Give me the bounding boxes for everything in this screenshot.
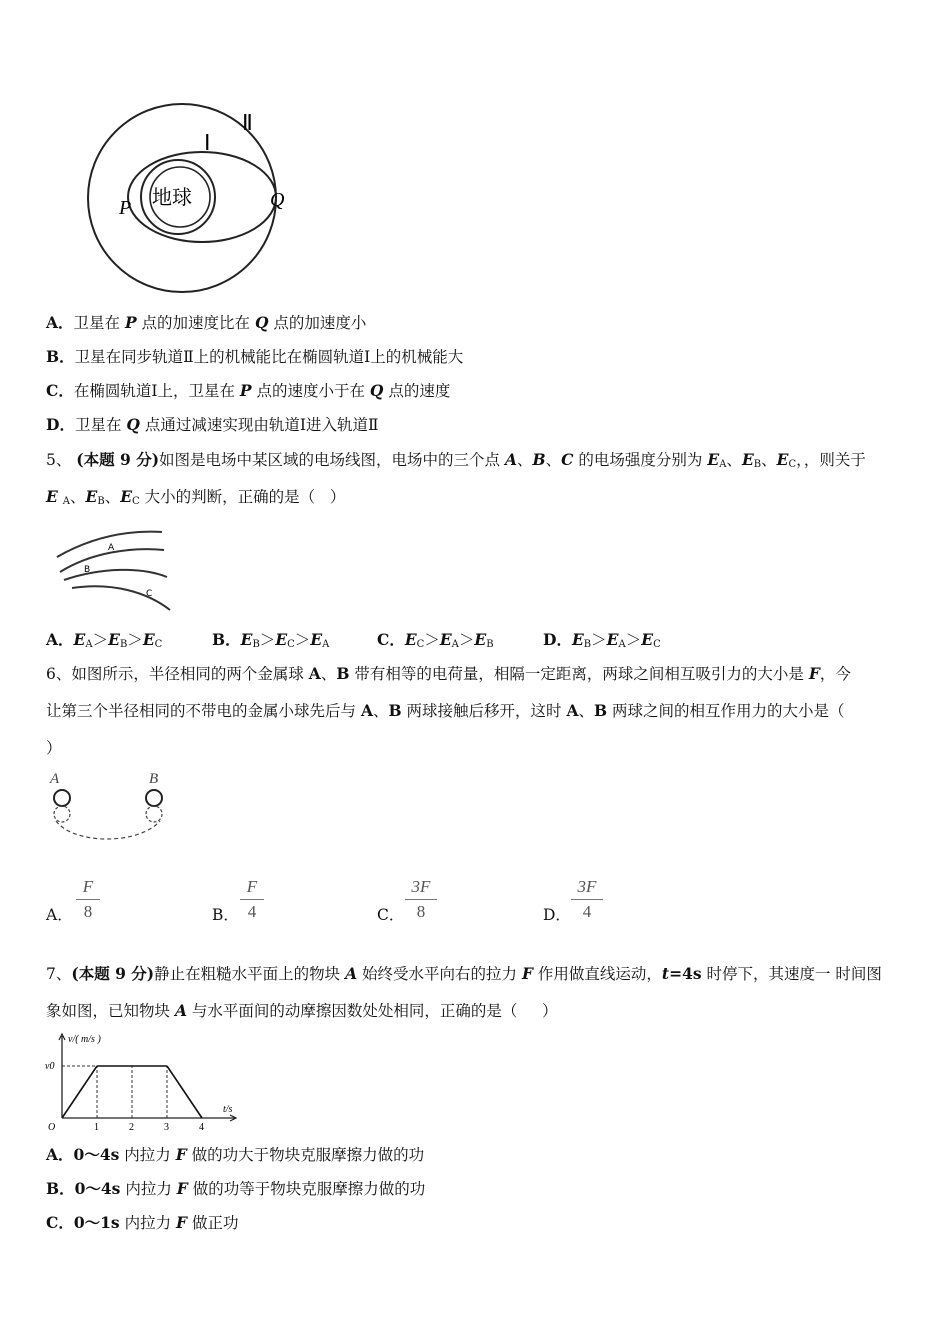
q5-stem-line1: 5、 (本题 9 分)如图是电场中某区域的电场线图，电场中的三个点 A、B、C 的电场强度分别为 $E_A$、$E_B$、$E_C$，，则关于 [46, 450, 866, 470]
field-point-B: B [84, 565, 91, 575]
velocity-segment-3 [167, 1066, 202, 1118]
q6-stem-line1: 6、如图所示，半径相同的两个金属球 A、B 带有相等的电荷量，相隔一定距离，两球之间相互吸引力的大小是 F，今 [46, 664, 851, 683]
field-lines-figure [52, 522, 177, 614]
x-tick-label-3: 3 [164, 1122, 169, 1130]
q6-option-D-fraction: $\frac{3F}{4}$ [571, 877, 603, 922]
q6-stem-line2: 让第三个半径相同的不带电的金属小球先后与 A、B 两球接触后移开，这时 A、B 两球之间的相互作用力的大小是（ [46, 701, 845, 720]
orbit-figure [70, 100, 310, 300]
q6-option-C-fraction: $\frac{3F}{8}$ [405, 877, 437, 922]
q4-option-B: B．卫星在同步轨道Ⅱ上的机械能比在椭圆轨道Ⅰ上的机械能大 [46, 347, 464, 366]
sphere-B [146, 790, 162, 806]
x-axis-label: t/s [223, 1104, 233, 1115]
third-sphere-at-B [146, 806, 162, 822]
x-tick-label-2: 2 [129, 1122, 134, 1130]
q6-option-D-letter: D． [543, 906, 571, 924]
q4-option-A [46, 311, 366, 333]
q5-option-A: A．$E_A>E_B>E_C$ [46, 630, 163, 650]
point-label-Q: Q [270, 189, 285, 211]
sphere-label-A: A [50, 771, 60, 787]
field-point-C: C [146, 589, 153, 599]
q4-option-D: D．卫星在 Q 点通过减速实现由轨道Ⅰ进入轨道Ⅱ [46, 415, 379, 434]
q7-stem-line1: 7、(本题 9 分)静止在粗糙水平面上的物块 A 始终受水平向右的拉力 F 作用做直线运动，t=4s 时停下，其速度一 时间图 [46, 964, 882, 983]
q6-option-A-letter: A． [46, 906, 73, 924]
third-sphere-path [56, 821, 160, 839]
q6-option-B-letter: B． [212, 906, 239, 924]
q6-option-A-fraction: $\frac{F}{8}$ [76, 877, 100, 922]
field-line-3 [64, 570, 167, 580]
q7-option-C: C．0～1s 内拉力 F 做正功 [46, 1213, 239, 1232]
q5-stem-line2: E $_A$、$E_B$、$E_C$ 大小的判断，正确的是（ ） [46, 487, 346, 507]
orbit-label-I: Ⅰ [204, 130, 211, 155]
third-sphere-at-A [54, 806, 70, 822]
y-axis-label: v/( m/s ) [68, 1034, 101, 1045]
q5-option-C: C．$E_C>E_A>E_B$ [377, 630, 494, 650]
point-label-P: P [119, 197, 132, 219]
sphere-label-B: B [149, 771, 159, 787]
q6-option-C-letter: C． [377, 906, 405, 924]
q5-option-B: B．$E_B>E_C>E_A$ [212, 630, 330, 650]
vt-chart [40, 1030, 250, 1130]
q6-stem-line3: ） [46, 739, 62, 757]
field-point-A: A [108, 543, 115, 553]
orbit-label-II: Ⅱ [242, 110, 253, 135]
y-tick-label-v0: v0 [45, 1061, 55, 1072]
spheres-figure [44, 765, 174, 845]
q7-option-A: A．0～4s 内拉力 F 做的功大于物块克服摩擦力做的功 [46, 1145, 425, 1164]
option-letter: A． [46, 313, 74, 332]
option-text: 卫星在 P 点的加速度比在 Q 点的加速度小 [73, 313, 367, 332]
q7-option-B: B．0～4s 内拉力 F 做的功等于物块克服摩擦力做的功 [46, 1179, 426, 1198]
x-tick-label-1: 1 [94, 1122, 99, 1130]
velocity-segment-1 [62, 1066, 97, 1118]
x-tick-label-O: O [48, 1122, 56, 1130]
earth-label: 地球 [152, 185, 192, 209]
q4-option-C: C．在椭圆轨道Ⅰ上，卫星在 P 点的速度小于在 Q 点的速度 [46, 381, 451, 400]
sphere-A [54, 790, 70, 806]
q7-stem-line2: 象如图，已知物块 A 与水平面间的动摩擦因数处处相同，正确的是（ ） [46, 1001, 558, 1020]
q6-option-B-fraction: $\frac{F}{4}$ [240, 877, 264, 922]
x-tick-label-4: 4 [199, 1122, 204, 1130]
q5-option-D: D．$E_B>E_A>E_C$ [543, 630, 661, 650]
field-line-4 [72, 586, 170, 610]
